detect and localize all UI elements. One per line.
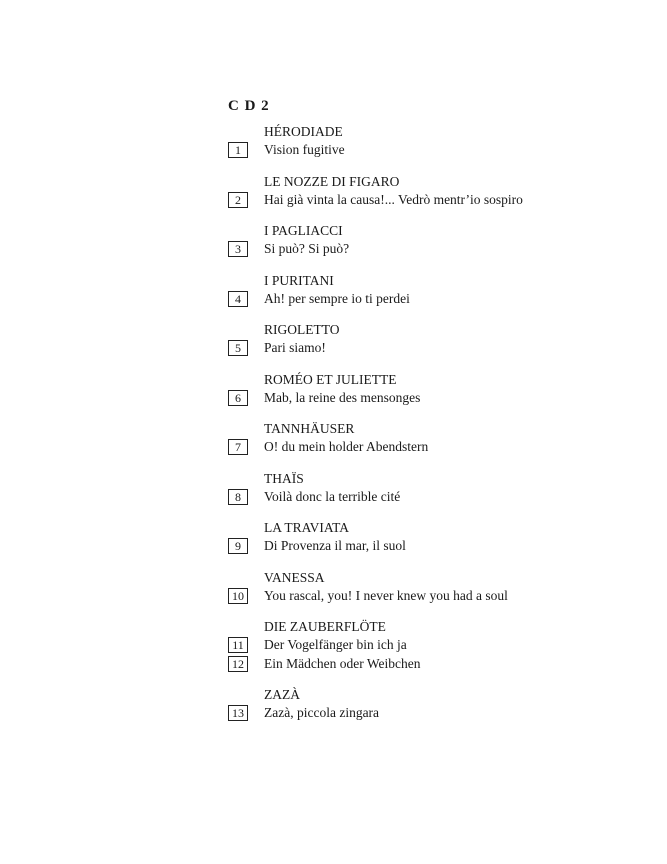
track-number-box: 9	[228, 538, 248, 554]
track-number-box: 13	[228, 705, 248, 721]
track-row	[228, 587, 648, 606]
track-number-box: 6	[228, 390, 248, 406]
opera-title: TANNHÄUSER	[264, 421, 355, 436]
opera-group	[228, 321, 648, 358]
track-title: Pari siamo!	[264, 340, 326, 356]
track-title: Hai già vinta la causa!... Vedrò mentr’io sospiro	[264, 191, 523, 207]
opera-title: RIGOLETTO	[264, 322, 340, 337]
opera-group	[228, 618, 648, 673]
track-number-box: 3	[228, 241, 248, 257]
opera-title: LE NOZZE DI FIGARO	[264, 173, 400, 189]
opera-group	[228, 470, 648, 507]
opera-title: HÉRODIADE	[264, 124, 343, 139]
track-number-box: 10	[228, 588, 248, 604]
track-row	[228, 389, 648, 408]
track-list	[228, 123, 648, 736]
track-row	[228, 537, 648, 556]
track-title: Voilà donc la terrible cité	[264, 488, 401, 504]
opera-title: ROMÉO ET JULIETTE	[264, 371, 397, 387]
track-row	[228, 240, 648, 259]
opera-title: DIE ZAUBERFLÖTE	[264, 619, 386, 634]
track-row	[228, 636, 648, 655]
track-title: Ah! per sempre io ti perdei	[264, 290, 410, 306]
opera-group	[228, 123, 648, 160]
track-title: Zazà, piccola zingara	[264, 705, 380, 721]
opera-group	[228, 371, 648, 408]
track-title: Ein Mädchen oder Weibchen	[264, 655, 421, 671]
track-number-box: 8	[228, 489, 248, 505]
track-row	[228, 339, 648, 358]
opera-group	[228, 420, 648, 457]
track-title: Der Vogelfänger bin ich ja	[264, 637, 407, 653]
opera-title: I PAGLIACCI	[264, 223, 343, 238]
track-title: Si può? Si può?	[264, 241, 350, 257]
track-row	[228, 290, 648, 309]
track-row	[228, 488, 648, 507]
opera-group	[228, 173, 648, 210]
opera-group	[228, 686, 648, 723]
track-row	[228, 141, 648, 160]
opera-title: LA TRAVIATA	[264, 520, 350, 535]
track-title: You rascal, you! I never knew you had a soul	[264, 587, 508, 603]
track-number-box: 12	[228, 656, 248, 672]
track-title: Mab, la reine des mensonges	[264, 389, 421, 405]
track-number-box: 5	[228, 340, 248, 356]
track-row	[228, 438, 648, 457]
opera-group	[228, 272, 648, 309]
track-title: Di Provenza il mar, il suol	[264, 538, 406, 554]
track-row	[228, 704, 648, 723]
opera-group	[228, 519, 648, 556]
disc-heading: C D 2	[228, 98, 270, 114]
track-number-box: 7	[228, 439, 248, 455]
opera-group	[228, 222, 648, 259]
opera-title: VANESSA	[264, 569, 325, 585]
track-title: O! du mein holder Abendstern	[264, 439, 429, 455]
track-title: Vision fugitive	[264, 142, 345, 158]
track-number-box: 2	[228, 192, 248, 208]
track-row	[228, 191, 648, 210]
opera-title: I PURITANI	[264, 272, 334, 288]
track-row	[228, 655, 648, 674]
track-number-box: 11	[228, 637, 248, 653]
opera-title: THAÏS	[264, 470, 304, 486]
track-number-box: 4	[228, 291, 248, 307]
opera-title: ZAZÀ	[264, 687, 300, 702]
opera-group	[228, 569, 648, 606]
track-number-box: 1	[228, 142, 248, 158]
